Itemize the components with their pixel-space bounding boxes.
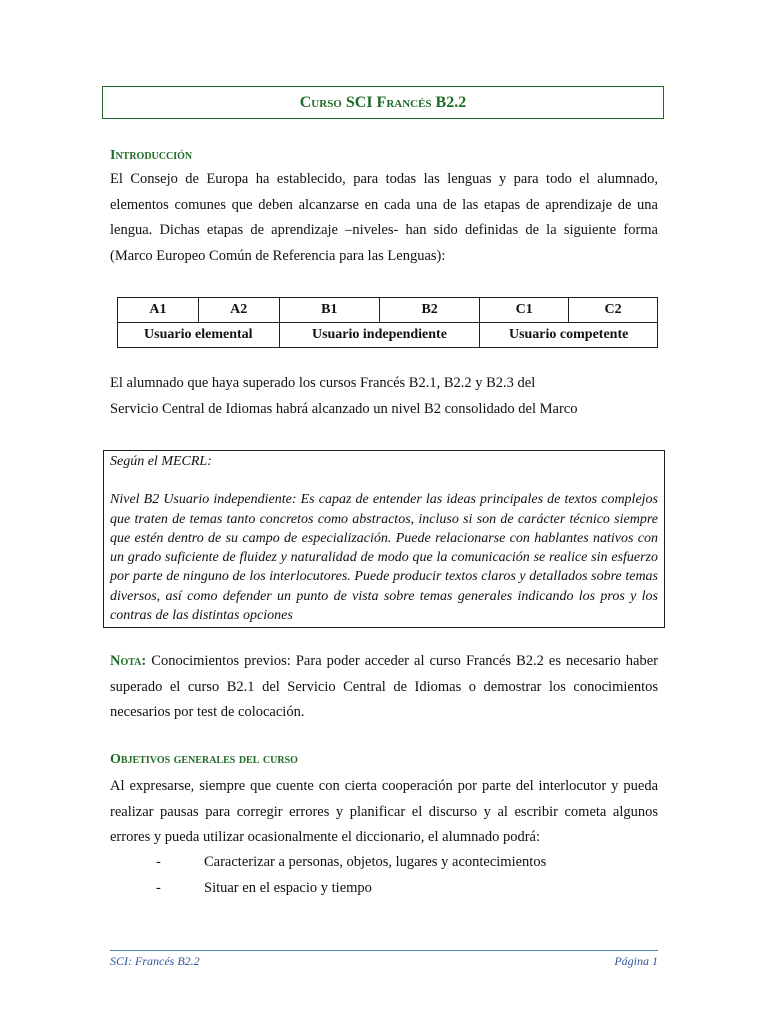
nota-text: Conocimientos previos: Para poder acceder al curso Francés B2.2 es necesario haber superado el curso B2.1 del Servicio Central de Idiomas o demostrar los conocimientos necesarios por test de colocación.	[110, 653, 659, 720]
levels-table	[117, 297, 658, 348]
document-title: Curso SCI Francés B2.2	[299, 93, 467, 111]
after-table-paragraph: El alumnado que haya superado los cursos Francés B2.1, B2.2 y B2.3 del Servicio Central de Idiomas habrá alcanzado un nivel B2 consolidado del Marco	[110, 375, 578, 417]
mecrl-quote-box	[103, 450, 665, 628]
level-code-cell: A2	[198, 298, 279, 323]
objectives-heading: Objetivos generales del curso	[110, 752, 298, 767]
list-item	[110, 850, 546, 876]
objectives-list	[110, 850, 546, 901]
list-item-text: Caracterizar a personas, objetos, lugares y acontecimientos	[204, 854, 547, 870]
level-code-cell: B2	[379, 298, 479, 323]
level-group-cell: Usuario independiente	[279, 323, 480, 348]
list-bullet: -	[156, 879, 161, 896]
nota-label: Nota:	[110, 653, 147, 669]
level-code-cell: C1	[480, 298, 569, 323]
level-group-cell: Usuario competente	[480, 323, 658, 348]
quote-intro: Según el MECRL:	[110, 454, 212, 469]
list-bullet: -	[156, 854, 161, 870]
level-group-cell: Usuario elemental	[118, 323, 280, 348]
level-code-cell: C2	[569, 298, 658, 323]
intro-paragraph: El Consejo de Europa ha establecido, para todas las lenguas y para todo el alumnado, elementos comunes que deben alcanzarse en cada una de las etapas de aprendizaje de una lengua. Dichas etapas de aprendizaje –niveles- han sido definidas de la siguiente forma (Marco Europeo Común de Referencia para las Lenguas):	[110, 171, 658, 264]
document-title-box	[102, 86, 664, 119]
list-item-text: Situar en el espacio y tiempo	[204, 879, 372, 896]
levels-group-row	[118, 323, 658, 348]
levels-code-row	[118, 298, 658, 323]
list-item	[110, 876, 546, 902]
footer-page-number: Página 1	[614, 954, 658, 968]
objectives-paragraph: Al expresarse, siempre que cuente con cierta cooperación por parte del interlocutor y pueda realizar pausas para corregir errores y planificar el discurso y al escribir cometa algunos errores y pueda utilizar ocasionalmente el diccionario, el alumnado podrá:	[110, 778, 658, 845]
intro-heading: Introducción	[110, 148, 193, 163]
quote-body: Nivel B2 Usuario independiente: Es capaz de entender las ideas principales de textos complejos que traten de temas tanto concretos como abstractos, incluso si son de carácter técnico siempre que estén dentro de su campo de especialización. Puede relacionarse con hablantes nativos con un grado suficiente de fluidez y naturalidad de modo que la comunicación se realice sin esfuerzo por parte de ninguno de los interlocutores. Puede producir textos claros y detallados sobre temas diversos, así como defender un punto de vista sobre temas generales indicando los pros y los contras de las distintas opciones	[110, 492, 658, 624]
footer-left: SCI: Francés B2.2	[110, 954, 200, 968]
level-code-cell: B1	[279, 298, 379, 323]
level-code-cell: A1	[118, 298, 199, 323]
footer-divider	[110, 950, 658, 951]
nota-paragraph	[110, 649, 658, 726]
